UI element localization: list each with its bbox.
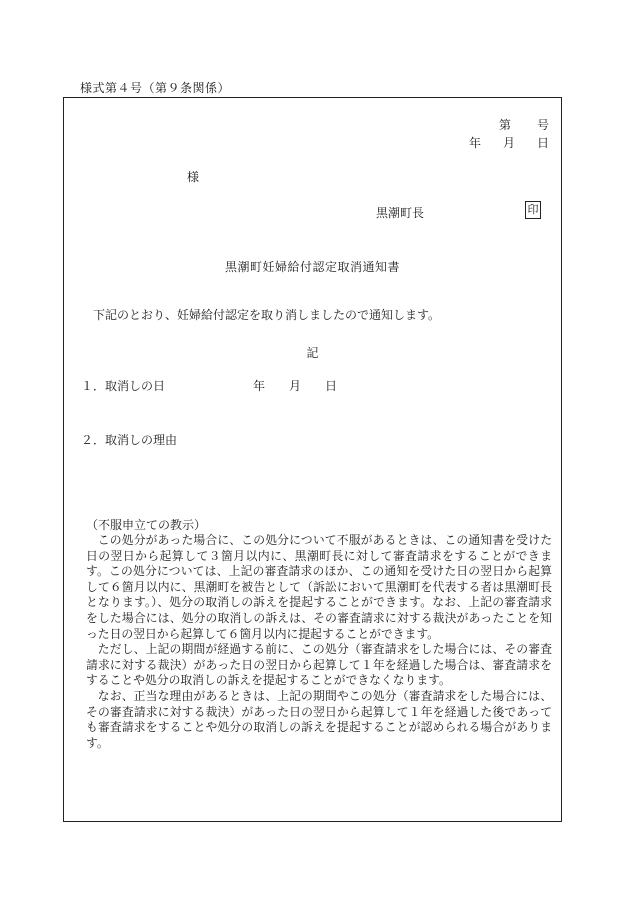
intro-text: 下記のとおり、妊婦給付認定を取り消しましたので通知します。 xyxy=(93,308,441,322)
date-month-label: 月 xyxy=(502,136,515,150)
addressee-honorific: 様 xyxy=(187,170,200,184)
date-year-label: 年 xyxy=(468,136,481,150)
document-date xyxy=(469,134,549,151)
document-number-suffix: 号 xyxy=(536,118,549,132)
document-number-prefix: 第 xyxy=(498,118,511,132)
ki-marker: 記 xyxy=(306,346,319,360)
date-day-label: 日 xyxy=(536,136,549,150)
appeal-paragraph: ただし、上記の期間が経過する前に、この処分（審査請求をした場合には、その審査請求に対する裁決）があった日の翌日から起算して１年を経過した場合は、審査請求をすることや処分の取消しの訴えを提起することができなくなります。 xyxy=(86,642,552,688)
appeal-heading: （不服申立ての教示） xyxy=(86,518,207,532)
item-cancellation-reason-label: ２．取消しの理由 xyxy=(81,433,178,447)
item-cancellation-date-label: １．取消しの日 xyxy=(81,379,166,393)
seal-mark: 印 xyxy=(525,201,541,219)
notice-document-frame xyxy=(63,97,562,822)
document-title: 黒潮町妊婦給付認定取消通知書 xyxy=(224,260,400,274)
appeal-instructions xyxy=(86,517,556,751)
appeal-paragraph: なお、正当な理由があるときは、上記の期間やこの処分（審査請求をした場合には、その審査請求に対する裁決）があった日の翌日から起算して１年を経過した後であっても審査請求をすることや処分の取消しの訴えを提起することが認められる場合があります。 xyxy=(86,688,552,750)
issuer-name: 黒潮町長 xyxy=(376,206,425,220)
form-number-label: 様式第４号（第９条関係） xyxy=(80,81,231,95)
document-number xyxy=(499,116,549,133)
item-cancellation-date-value: 年 月 日 xyxy=(253,379,338,393)
appeal-paragraph: この処分があった場合に、この処分について不服があるときは、この通知書を受けた日の翌日から起算して３箇月以内に、黒潮町長に対して審査請求をすることができます。この処分については、上記の審査請求のほか、この通知を受けた日の翌日から起算して６箇月以内に、黒潮町を被告として（訴訟において黒潮町を代表する者は黒潮町長となります。）、処分の取消しの訴えを提起することができます。なお、上記の審査請求をした場合には、処分の取消しの訴えは、その審査請求に対する裁決があったことを知った日の翌日から起算して６箇月以内に提起することができます。 xyxy=(86,533,552,641)
